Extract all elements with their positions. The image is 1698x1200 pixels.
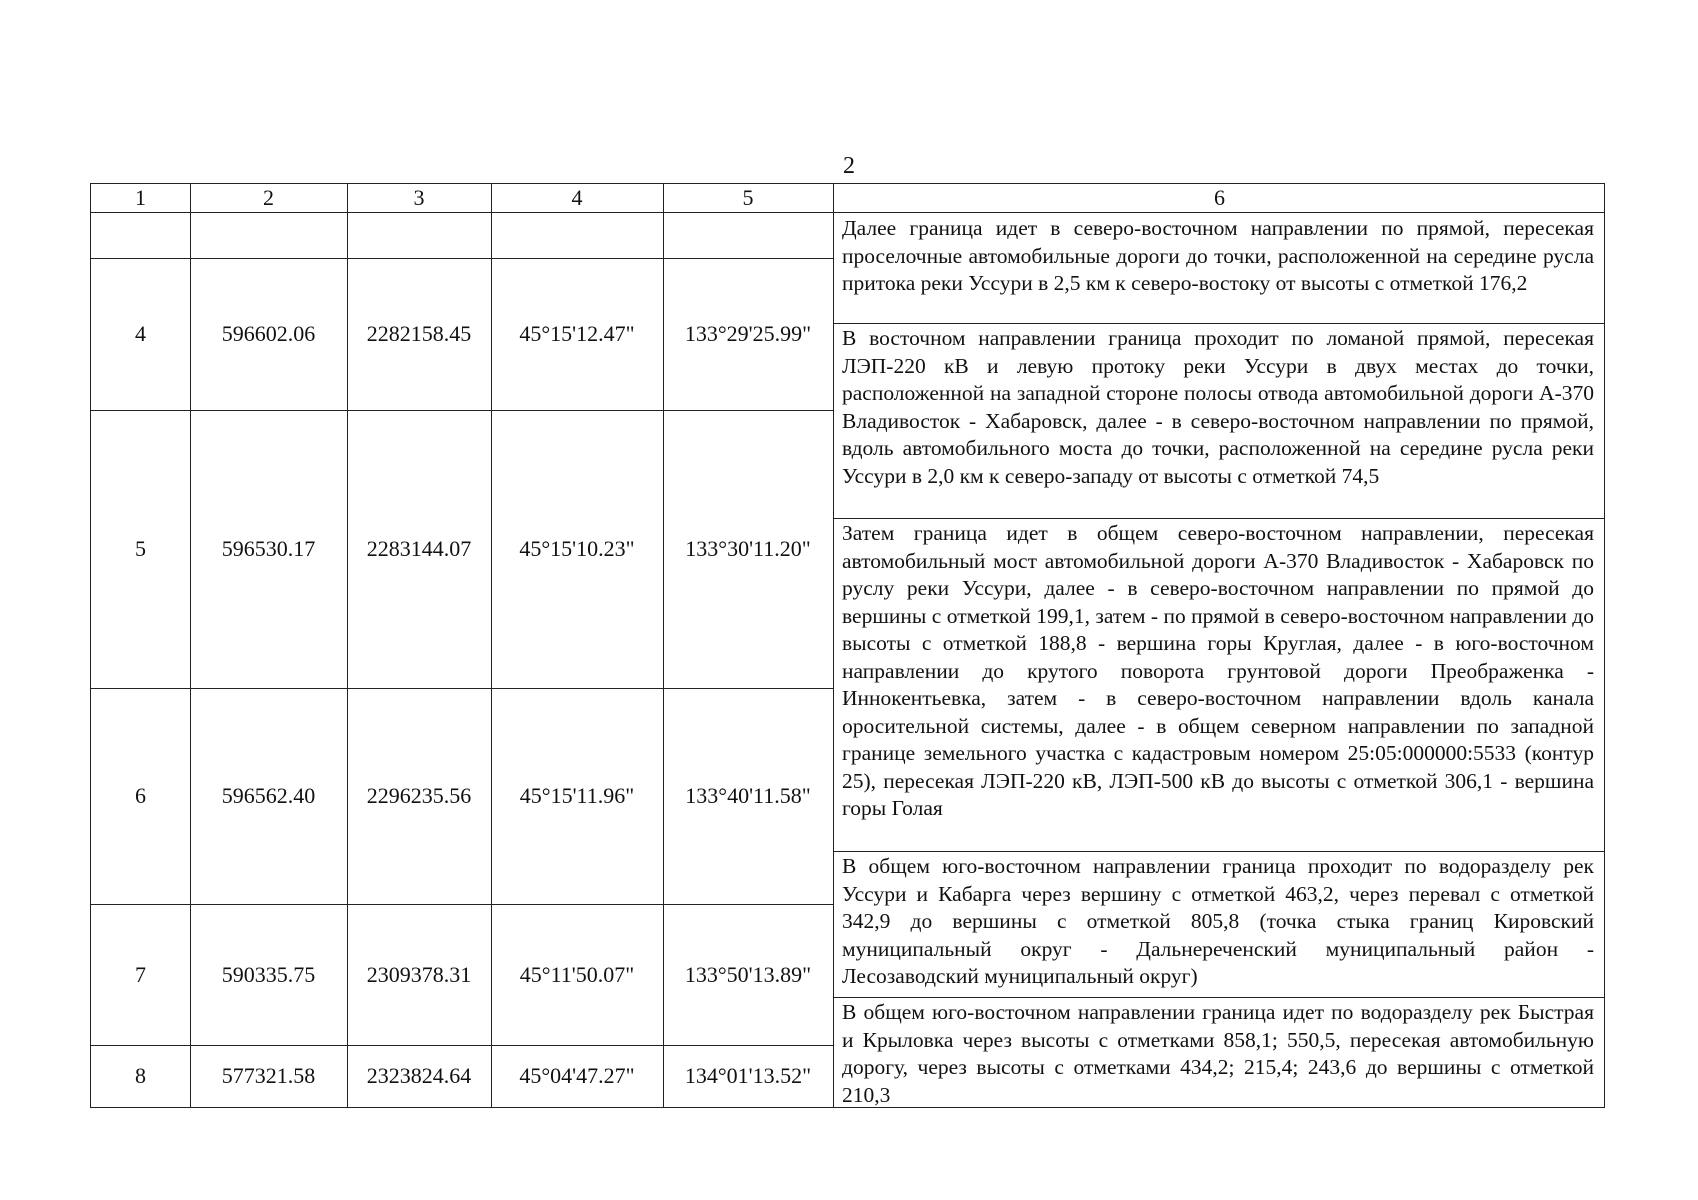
latitude: 45°15'12.47" [519,321,635,346]
description-divider [833,851,1604,852]
header-cell-4: 4 [571,185,583,210]
longitude: 133°40'11.58" [685,783,811,808]
latitude: 45°11'50.07" [519,961,635,987]
boundary-description: В восточном направлении граница проходит по ломаной прямой, пересекая ЛЭП-220 кВ и левую протоку реки Уссури в двух местах до точки, расположенной на западной стороне полосы отвода автомобильной дороги А-370 Владивосток - Хабаровск, далее - в северо-восточном направлении по прямой, вдоль автомобильного моста до точки, расположенной на середине русла реки Уссури в 2,0 км к северо-западу от высоты с отметкой 74,5 [842,326,1594,488]
coord-x: 577321.58 [221,1063,316,1088]
header-cell-1: 1 [135,185,146,210]
point-number: 6 [135,783,146,808]
point-number: 4 [135,321,146,346]
latitude: 45°15'10.23" [519,536,635,561]
coord-y: 2309378.31 [366,961,472,987]
header-cell-3: 3 [413,185,425,210]
description-divider [833,997,1604,998]
boundary-description: Далее граница идет в северо-восточном направлении по прямой, пересекая проселочные автомобильные дороги до точки, расположенной на середине русла притока реки Уссури в 2,5 км к северо-востоку от высоты с отметкой 176,2 [842,216,1594,295]
coord-y: 2323824.64 [366,1063,472,1088]
coord-y: 2282158.45 [366,321,472,346]
boundary-description: Затем граница идет в общем северо-восточном направлении, пересекая автомобильный мост автомобильной дороги А-370 Владивосток - Хабаровск по руслу реки Уссури, далее - в северо-восточном направлении по прямой до вершины с отметкой 199,1, затем - по прямой в северо-восточном направлении до высоты с отметкой 188,8 - вершина горы Круглая, далее - в юго-восточном направлении до крутого поворота грунтовой дороги Преображенка - Иннокентьевка, затем - в северо-восточном направлении вдоль канала оросительной системы, далее - в общем северном направлении по западной границе земельного участка с кадастровым номером 25:05:000000:5533 (контур 25), пересекая ЛЭП-220 кВ, ЛЭП-500 кВ до высоты с отметкой 306,1 - вершина горы Голая [842,521,1594,820]
description-divider [833,323,1604,324]
boundary-description: В общем юго-восточном направлении граница идет по водоразделу рек Быстрая и Крыловка через высоты с отметками 858,1; 550,5, пересекая автомобильную дорогу, через высоты с отметками 434,2; 215,4; 243,6 до вершины с отметкой 210,3 [842,1000,1594,1107]
longitude: 133°29'25.99" [684,321,812,346]
point-number: 5 [135,536,146,561]
header-cell-6: 6 [1214,185,1225,210]
longitude: 133°50'13.89" [684,961,812,987]
latitude: 45°04'47.27" [519,1063,635,1088]
coord-x: 596602.06 [221,321,316,346]
latitude: 45°15'11.96" [519,783,635,808]
boundary-table [90,183,1605,1108]
description-divider [833,518,1604,519]
longitude: 133°30'11.20" [685,536,811,561]
coord-x: 596530.17 [221,536,316,561]
point-number: 8 [135,1063,146,1088]
boundary-description: В общем юго-восточном направлении граница проходит по водоразделу рек Уссури и Кабарга через вершину с отметкой 463,2, через перевал с отметкой 342,9 до вершины с отметкой 805,8 (точка стыка границ Кировский муниципальный округ - Дальнереченский муниципальный район - Лесозаводский муниципальный округ) [842,854,1594,988]
coord-x: 590335.75 [221,961,316,987]
header-cell-2: 2 [263,185,274,210]
coord-y: 2296235.56 [366,783,472,808]
header-cell-5: 5 [742,185,754,210]
coord-x: 596562.40 [221,783,316,808]
header-divider [91,212,1604,213]
longitude: 134°01'13.52" [684,1063,812,1088]
page-number: 2 [843,153,855,179]
point-number: 7 [135,961,146,987]
coord-y: 2283144.07 [366,536,472,561]
